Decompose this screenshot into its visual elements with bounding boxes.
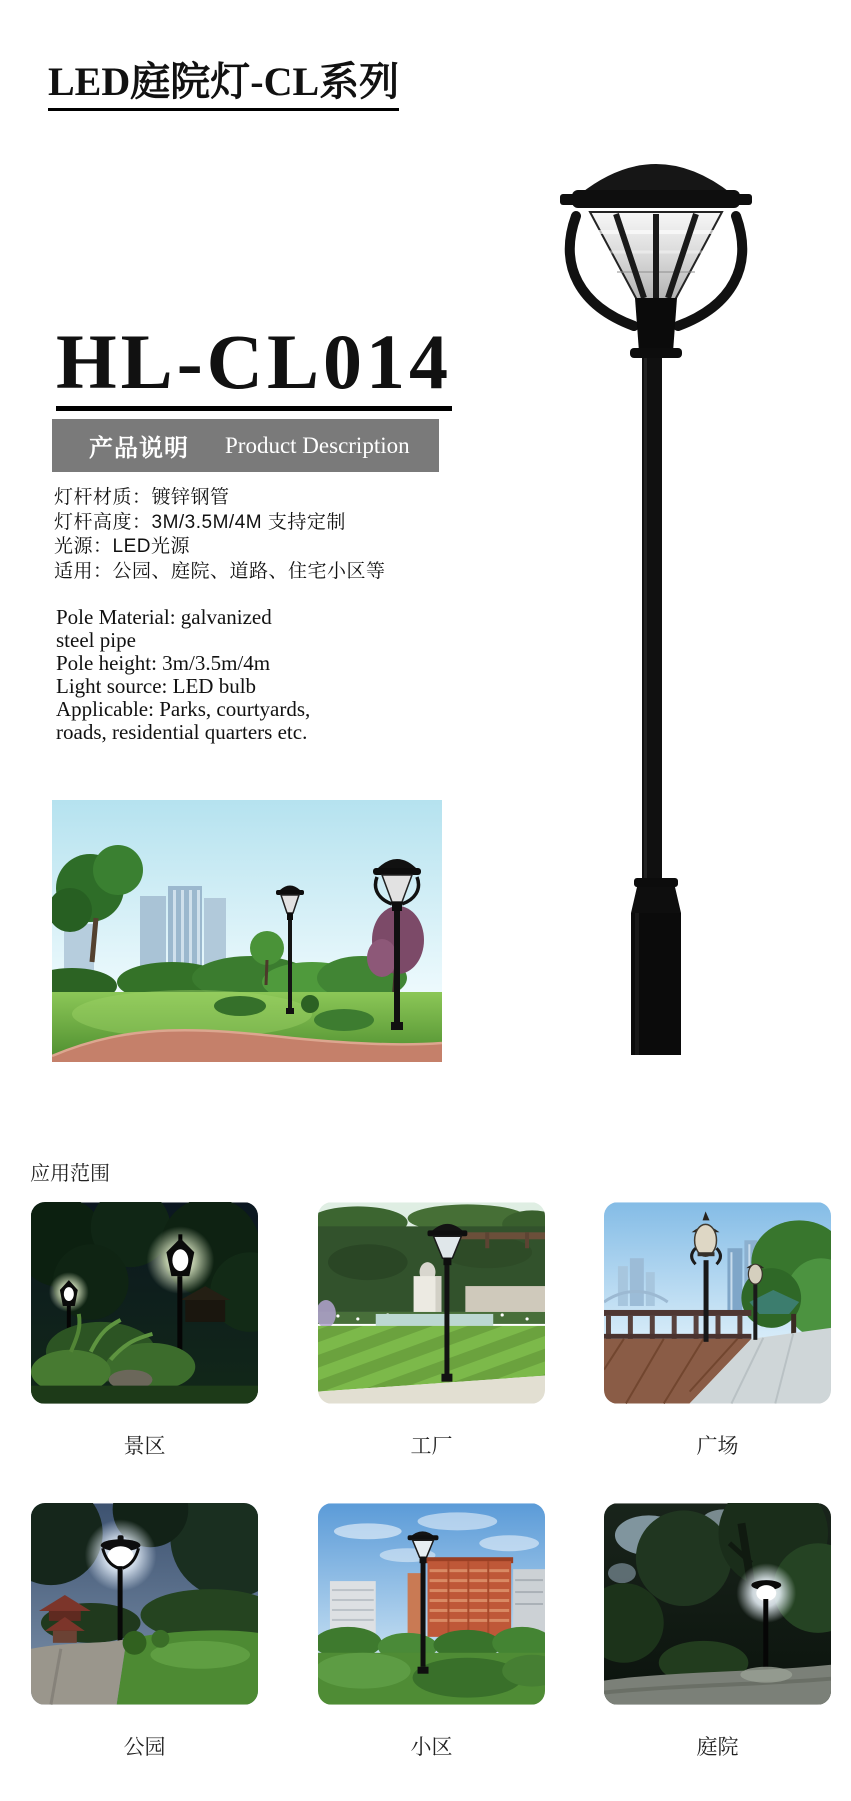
lamp-post-illustration <box>470 130 850 1070</box>
park-scene-illustration <box>52 800 442 1062</box>
product-hero-image <box>470 130 850 1070</box>
spec-line-en: roads, residential quarters etc. <box>56 720 308 744</box>
application-label-residential: 小区 <box>410 1736 453 1759</box>
application-label-plaza: 广场 <box>696 1435 739 1458</box>
section-header-banner <box>52 419 439 472</box>
application-label-courtyard: 庭院 <box>696 1736 739 1759</box>
application-image-plaza <box>604 1202 831 1404</box>
application-card-courtyard <box>604 1503 831 1761</box>
installation-scene-image <box>52 800 442 1062</box>
product-model: HL-CL014 <box>56 323 452 411</box>
application-card-plaza <box>604 1202 831 1460</box>
application-card-residential <box>318 1503 545 1761</box>
application-label-factory: 工厂 <box>410 1435 453 1458</box>
page-title: LED庭院灯-CL系列 <box>48 60 399 111</box>
application-image-scenic-area <box>31 1202 258 1404</box>
application-image-factory <box>318 1202 545 1404</box>
section-header-en: Product Description <box>225 432 410 458</box>
section-header-zh: 产品说明 <box>89 435 189 462</box>
application-card-scenic-area <box>31 1202 258 1460</box>
application-image-courtyard <box>604 1503 831 1705</box>
spec-line-zh: 光源：LED光源 <box>54 536 190 557</box>
spec-line-en: Applicable: Parks, courtyards, <box>56 697 311 721</box>
specs-chinese <box>54 486 386 584</box>
specs-english <box>56 606 310 744</box>
application-card-park <box>31 1503 258 1761</box>
spec-line-en: Pole height: 3m/3.5m/4m <box>56 651 271 675</box>
application-label-park: 公园 <box>123 1736 166 1759</box>
application-image-residential <box>318 1503 545 1705</box>
spec-line-en: Light source: LED bulb <box>56 674 257 698</box>
spec-line-zh: 灯杆高度：3M/3.5M/4M 支持定制 <box>54 511 346 533</box>
application-image-park <box>31 1503 258 1705</box>
spec-line-zh: 灯杆材质：镀锌钢管 <box>54 487 230 508</box>
application-card-factory <box>318 1202 545 1460</box>
applications-heading: 应用范围 <box>30 1163 110 1185</box>
spec-line-en: steel pipe <box>56 628 136 652</box>
application-label-scenic-area: 景区 <box>123 1435 166 1458</box>
spec-line-en: Pole Material: galvanized <box>56 605 272 629</box>
spec-line-zh: 适用：公园、庭院、道路、住宅小区等 <box>54 560 386 582</box>
